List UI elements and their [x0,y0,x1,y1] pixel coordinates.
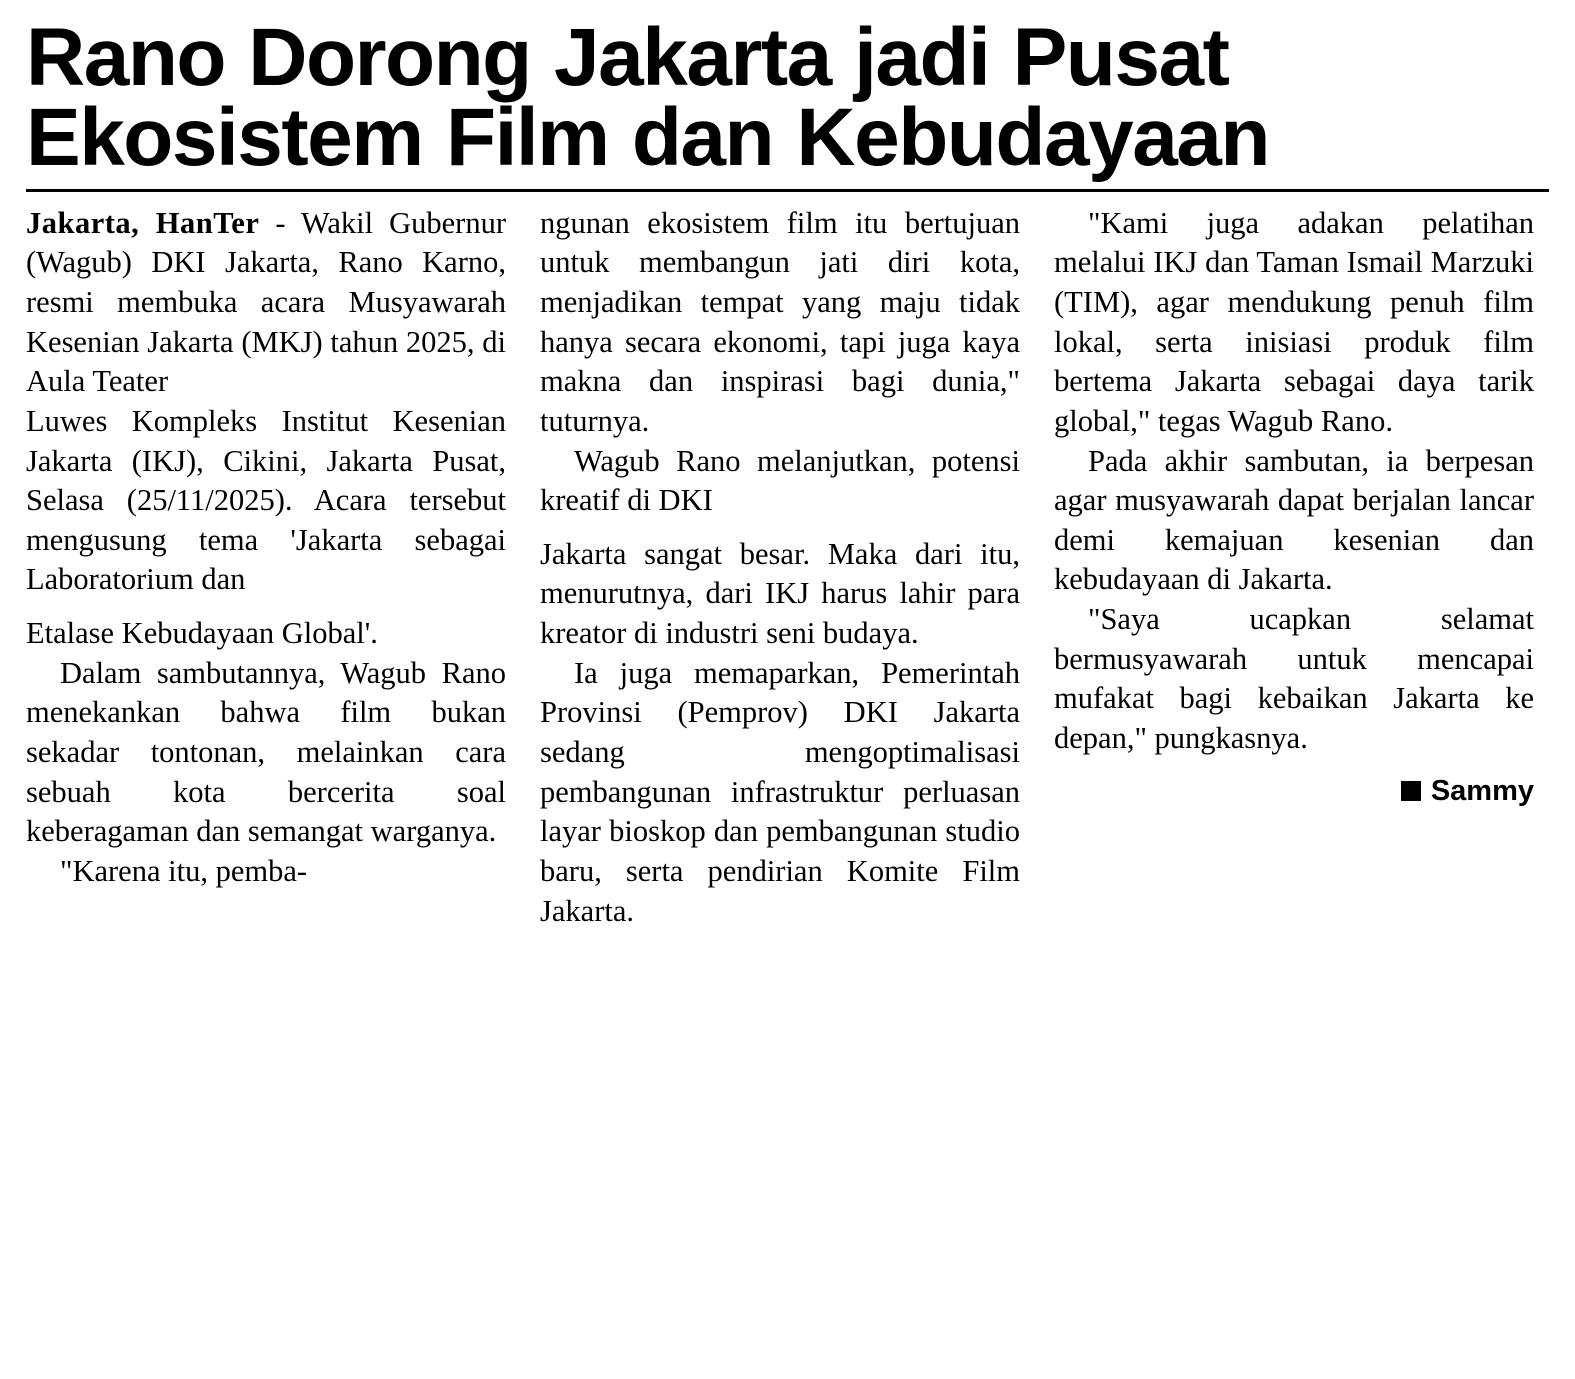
dateline: Jakarta, HanTer [26,205,260,240]
headline-divider [26,189,1549,192]
article-column-1 [26,204,506,892]
paragraph [26,204,506,402]
paragraph: "Kami juga adakan pelatihan melalui IKJ dan Taman Ismail Marzuki (TIM), agar mendukung penuh film lokal, serta inisiasi produk film bertema Jakarta sebagai daya tarik global," tegas Wagub Rano. [1054,205,1534,438]
paragraph: Pada akhir sambutan, ia berpesan agar musyawarah dapat berjalan lancar demi kemajuan kesenian dan kebudayaan di Jakarta. [1054,443,1534,597]
dateline-separator: - [259,205,302,240]
page-title: Rano Dorong Jakarta jadi Pusat Ekosistem Film dan Kebudayaan [26,12,1269,184]
paragraph: Jakarta sangat besar. Maka dari itu, menurutnya, dari IKJ harus lahir para kreator di industri seni budaya. [540,536,1020,651]
square-bullet-icon [1401,781,1421,801]
paragraph: Etalase Kebudayaan Global'. [26,616,378,651]
article-column-2 [540,204,1020,932]
article-columns [26,204,1549,932]
paragraph: "Saya ucapkan selamat bermusyawarah untuk mencapai mufakat bagi kebaikan Jakarta ke depan," pungkasnya. [1054,602,1534,756]
paragraph: Ia juga memaparkan, Pemerintah Provinsi (Pemprov) DKI Jakarta sedang mengoptimalisasi pembangunan infrastruktur perluasan layar bioskop dan pembangunan studio baru, serta pendirian Komite Film Jakarta. [540,655,1020,928]
byline-name: Sammy [1430,774,1534,807]
paragraph: Wagub Rano melanjutkan, potensi kreatif di DKI [540,443,1020,518]
paragraph: Luwes Kompleks Institut Kesenian Jakarta (IKJ), Cikini, Jakarta Pusat, Selasa (25/11/2025). Acara tersebut mengusung tema 'Jakarta sebagai Laboratorium dan [26,403,506,597]
paragraph: ngunan ekosistem film itu bertujuan untuk membangun jati diri kota, menjadikan tempat yang maju tidak hanya secara ekonomi, tapi juga kaya makna dan inspirasi bagi dunia," tuturnya. [540,205,1020,438]
byline [1054,773,1534,811]
paragraph: "Karena itu, pemba- [60,853,308,888]
paragraph: Dalam sambutannya, Wagub Rano menekankan bahwa film bukan sekadar tontonan, melainkan cara sebuah kota bercerita soal keberagaman dan semangat warganya. [26,655,506,849]
article-column-3 [1054,204,1534,811]
paragraph-text: Wakil Gubernur (Wagub) DKI Jakarta, Rano Karno, resmi membuka acara Musyawarah Kesenian Jakarta (MKJ) tahun 2025, di Aula Teater [26,205,506,399]
